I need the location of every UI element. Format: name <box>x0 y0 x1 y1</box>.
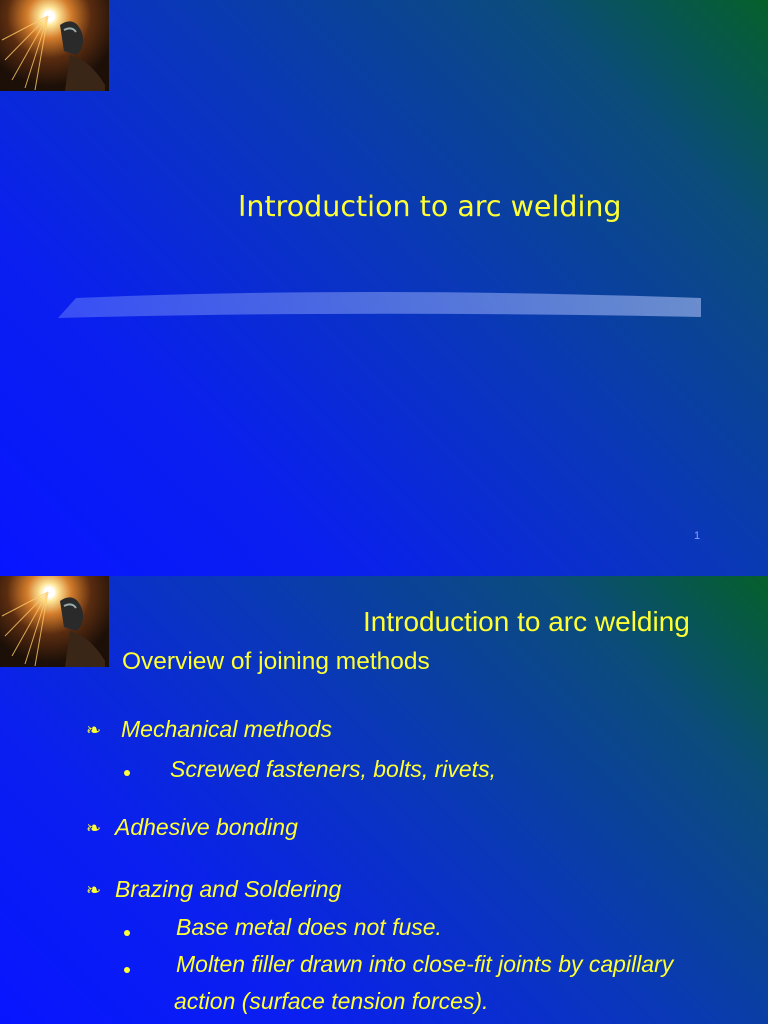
list-item-mechanical: Mechanical methods <box>121 716 332 742</box>
sub-item-capillary-action: action (surface tension forces). <box>174 988 489 1014</box>
sub-item-molten-filler: Molten filler drawn into close-fit joints by capillary <box>176 951 674 977</box>
scroll-bullet-icon: ❧ <box>86 720 102 740</box>
sub-item-fasteners: Screwed fasteners, bolts, rivets, <box>170 756 496 782</box>
welder-photo <box>0 0 109 91</box>
sub-item-base-metal: Base metal does not fuse. <box>176 914 442 940</box>
list-item-adhesive: Adhesive bonding <box>115 814 298 840</box>
slide-2-subtitle: Overview of joining methods <box>122 648 430 675</box>
dot-bullet-icon <box>124 967 130 973</box>
slide-2-title: Introduction to arc welding <box>363 606 690 637</box>
list-item-brazing: Brazing and Soldering <box>115 876 342 902</box>
scroll-bullet-icon: ❧ <box>86 880 102 900</box>
slide-1-title: Introduction to arc welding <box>238 190 622 223</box>
welder-photo <box>0 576 109 667</box>
page-number: 1 <box>694 530 701 542</box>
swoosh-decoration <box>58 288 703 320</box>
dot-bullet-icon <box>124 770 130 776</box>
slide-2 <box>0 576 768 1024</box>
dot-bullet-icon <box>124 930 130 936</box>
scroll-bullet-icon: ❧ <box>86 818 102 838</box>
